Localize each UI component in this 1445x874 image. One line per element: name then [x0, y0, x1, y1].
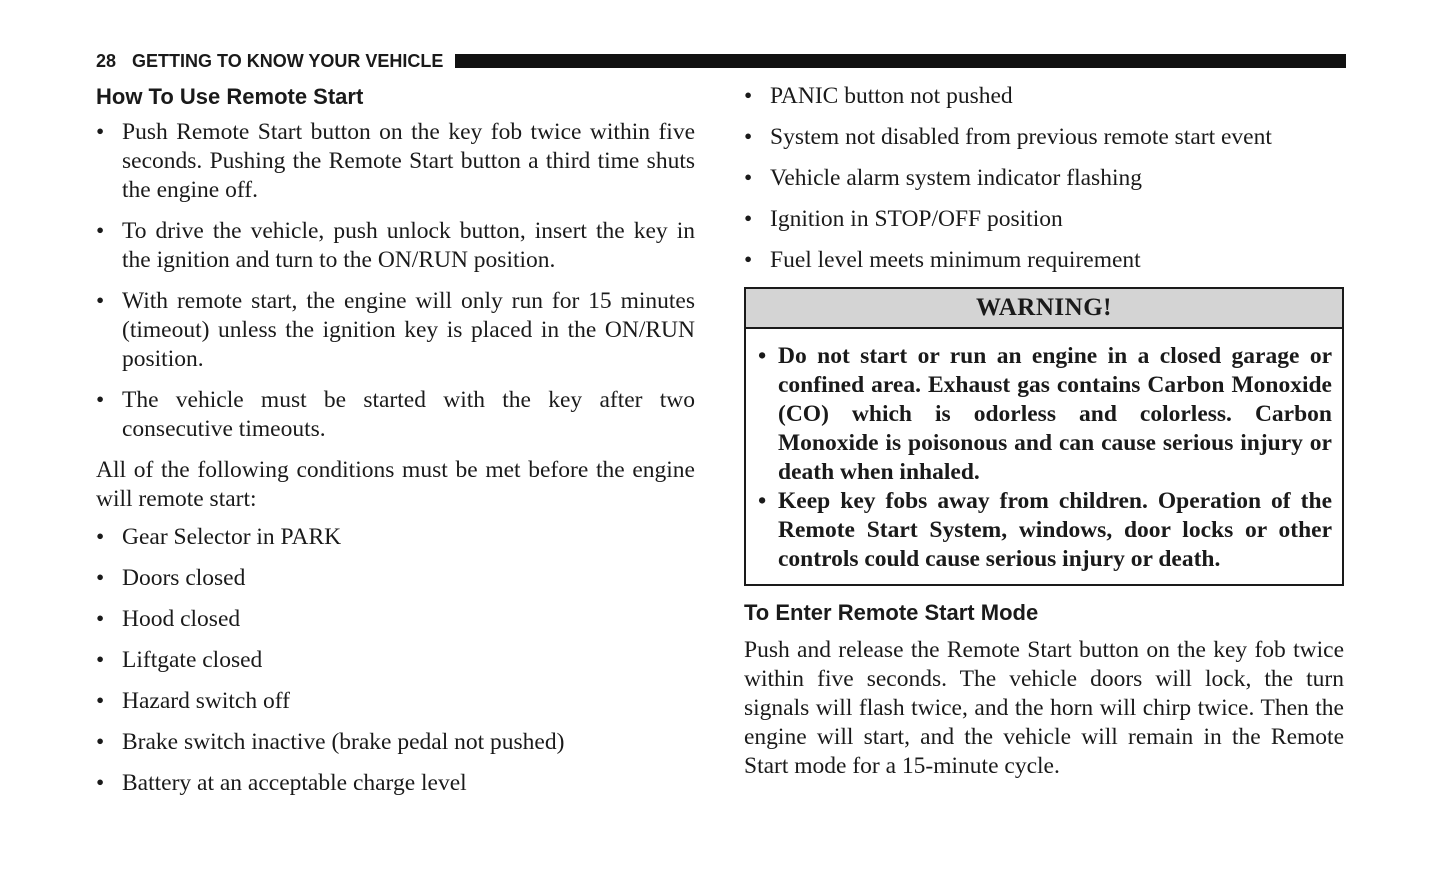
bullet-glyph: •	[96, 524, 105, 550]
bullet-glyph: •	[758, 488, 767, 514]
list-item-text: To drive the vehicle, push unlock button, insert the key in the ignition and turn to the ON/RUN position.	[122, 218, 695, 273]
list-item	[744, 82, 1344, 111]
page-number: 28	[96, 51, 117, 71]
list-item-text: Vehicle alarm system indicator flashing	[770, 165, 1142, 191]
bullet-glyph: •	[744, 165, 753, 191]
list-item	[96, 605, 695, 634]
enter-mode-paragraph: Push and release the Remote Start button on the key fob twice within five seconds. The vehicle doors will lock, the turn signals will flash twice, and the horn will chirp twice. Then the engine will start, and the vehicle will remain in the Remote Start mode for a 15-minute cycle.	[744, 637, 1344, 779]
bullet-glyph: •	[96, 647, 105, 673]
warning-item-text: Keep key fobs away from children. Operation of the Remote Start System, windows, door locks or other controls could cause serious injury or death.	[778, 488, 1332, 572]
warning-item	[758, 487, 1332, 574]
list-item	[96, 287, 695, 374]
section-title: GETTING TO KNOW YOUR VEHICLE	[132, 51, 444, 71]
heading-enter-remote-start-mode: To Enter Remote Start Mode	[744, 600, 1039, 625]
warning-item-text: Do not start or run an engine in a closed garage or confined area. Exhaust gas contains Carbon Monoxide (CO) which is odorless and colorless. Carbon Monoxide is poisonous and can cause serious injury or death when inhaled.	[778, 343, 1332, 485]
list-item	[96, 687, 695, 716]
bullet-glyph: •	[96, 387, 105, 413]
list-item	[96, 564, 695, 593]
conditions-list-right	[744, 82, 1344, 275]
bullet-glyph: •	[744, 247, 753, 273]
list-item-text: With remote start, the engine will only run for 15 minutes (timeout) unless the ignition key is placed in the ON/RUN position.	[122, 288, 695, 372]
list-item-text: Hood closed	[122, 606, 241, 632]
list-item-text: The vehicle must be started with the key after two consecutive timeouts.	[122, 387, 695, 442]
right-column	[744, 82, 1344, 790]
warning-title: WARNING!	[746, 289, 1342, 329]
bullet-glyph: •	[758, 343, 767, 369]
bullet-glyph: •	[96, 218, 105, 244]
list-item-text: Doors closed	[122, 565, 246, 591]
left-column	[96, 82, 695, 810]
list-item	[96, 217, 695, 275]
bullet-glyph: •	[744, 83, 753, 109]
list-item	[96, 728, 695, 757]
list-item-text: Ignition in STOP/OFF position	[770, 206, 1063, 232]
list-item-text: Brake switch inactive (brake pedal not pushed)	[122, 729, 565, 755]
conditions-intro: All of the following conditions must be met before the engine will remote start:	[96, 457, 695, 512]
warning-list	[758, 342, 1332, 574]
list-item-text: Fuel level meets minimum requirement	[770, 247, 1141, 273]
bullet-glyph: •	[744, 206, 753, 232]
list-item-text: System not disabled from previous remote start event	[770, 124, 1272, 150]
bullet-glyph: •	[96, 565, 105, 591]
bullet-glyph: •	[96, 606, 105, 632]
list-item-text: Hazard switch off	[122, 688, 290, 714]
bullet-glyph: •	[96, 688, 105, 714]
usage-bullet-list	[96, 118, 695, 444]
list-item	[744, 164, 1344, 193]
list-item	[96, 769, 695, 798]
bullet-glyph: •	[96, 119, 105, 145]
heading-how-to-use-remote-start: How To Use Remote Start	[96, 84, 364, 109]
list-item	[744, 205, 1344, 234]
bullet-glyph: •	[96, 729, 105, 755]
list-item	[96, 118, 695, 205]
conditions-list-left	[96, 523, 695, 798]
list-item-text: Liftgate closed	[122, 647, 263, 673]
list-item	[744, 246, 1344, 275]
warning-box	[744, 287, 1344, 586]
list-item	[744, 123, 1344, 152]
bullet-glyph: •	[96, 288, 105, 314]
warning-item	[758, 342, 1332, 487]
list-item	[96, 386, 695, 444]
header-rule	[455, 54, 1346, 68]
bullet-glyph: •	[96, 770, 105, 796]
list-item-text: Push Remote Start button on the key fob twice within five seconds. Pushing the Remote Start button a third time shuts the engine off.	[122, 119, 695, 203]
list-item-text: Gear Selector in PARK	[122, 524, 342, 550]
list-item	[96, 646, 695, 675]
list-item	[96, 523, 695, 552]
list-item-text: Battery at an acceptable charge level	[122, 770, 467, 796]
bullet-glyph: •	[744, 124, 753, 150]
list-item-text: PANIC button not pushed	[770, 83, 1013, 109]
warning-body	[746, 329, 1342, 584]
page-header	[96, 50, 1346, 72]
